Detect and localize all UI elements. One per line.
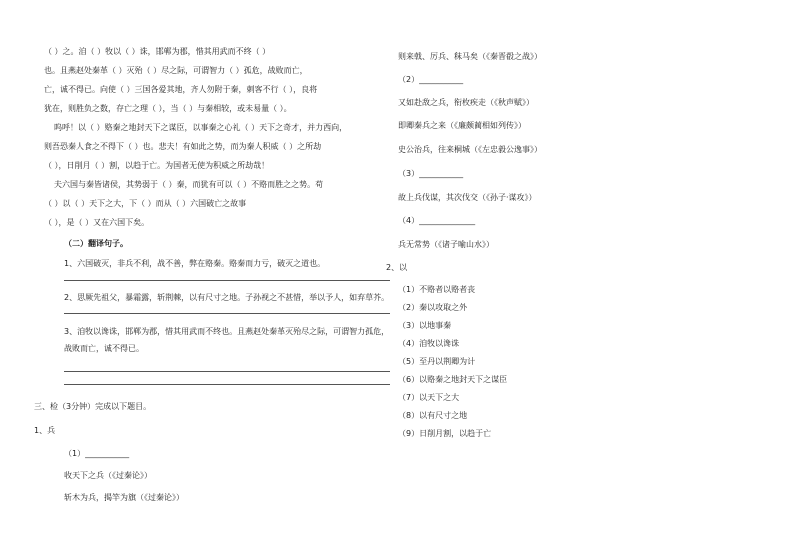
example-sentence: 斩木为兵，揭竿为旗（《过秦论》）: [64, 493, 184, 502]
passage-line: （ ）之。洎（ ）牧以（ ）诛，邯郸为郡，惜其用武而不终（ ）: [44, 47, 271, 56]
passage-line: （ ），是（ ）又在六国下矣。: [44, 218, 150, 227]
section-title-translate: （二）翻译句子。: [64, 239, 128, 248]
list-item: （9）日削月割，以趋于亡: [398, 429, 492, 438]
answer-line: [64, 313, 390, 314]
fill-blank: （3）___________: [398, 169, 464, 178]
fill-blank: （2）___________: [398, 75, 464, 84]
answer-line: [64, 384, 390, 385]
question-two-title: 2、以: [386, 263, 408, 272]
example-sentence: 故上兵伐谋，其次伐交（《孙子·谋攻》）: [398, 193, 537, 202]
answer-line: [64, 280, 390, 281]
translate-item: 2、思厥先祖父，暴霜露，斩荆棘，以有尺寸之地。子孙视之不甚惜，举以予人，如弃草芥。: [64, 293, 390, 302]
question-one-title: 1、兵: [34, 426, 56, 435]
passage-line: 夫六国与秦皆诸侯，其势弱于（ ）秦，而犹有可以（ ）不赂而胜之之势。苟: [54, 180, 324, 189]
passage-line: （ ）以（ ）天下之大，下（ ）而从（ ）六国破亡之故事: [44, 199, 247, 208]
passage-line: 犹在，则胜负之数，存亡之理（ ），当（ ）与秦相较，或未易量（ ）。: [44, 104, 292, 113]
example-sentence: 即卿秦兵之来（《廉颇蔺相如列传》）: [398, 121, 526, 130]
example-sentence: 史公治兵，往来桐城（《左忠毅公逸事》）: [398, 145, 542, 154]
example-sentence: 收天下之兵（《过秦论》）: [64, 471, 152, 480]
fill-blank: （1）___________: [64, 449, 130, 458]
example-sentence: 又如赴敌之兵，衔枚疾走（《秋声赋》）: [398, 98, 534, 107]
list-item: （2）秦以攻取之外: [398, 303, 468, 312]
passage-line: （ ），日削月（ ）割，以趋于亡。为国者无使为积威之所劫哉！: [44, 161, 270, 170]
list-item: （7）以天下之大: [398, 393, 460, 402]
example-sentence: 则来戟、厉兵、秣马矣（《秦晋殽之战》）: [398, 52, 542, 61]
passage-line: 也。且燕赵处秦革（ ）灭殆（ ）尽之际，可谓智力（ ）孤危，战败而亡，: [44, 66, 308, 75]
list-item: （5）至丹以荆卿为计: [398, 357, 476, 366]
list-item: （4）洎牧以谗诛: [398, 339, 460, 348]
passage-line: 呜呼！以（ ）赂秦之地封天下之谋臣，以事秦之心礼（ ）天下之奇才，并力西向，: [54, 123, 348, 132]
translate-item: 战败而亡，诚不得已。: [64, 344, 144, 353]
translate-item: 1、六国破灭，非兵不利，战不善，弊在赂秦。赂秦而力亏，破灭之道也。: [64, 259, 326, 268]
section-three-title: 三、检（3分钟）完成以下题目。: [34, 402, 152, 411]
answer-line: [64, 371, 390, 372]
list-item: （6）以赂秦之地封天下之谋臣: [398, 375, 508, 384]
list-item: （8）以有尺寸之地: [398, 411, 468, 420]
example-sentence: 兵无常势（《诸子喻山水》）: [398, 240, 494, 249]
passage-line: 则吾恐秦人食之不得下（ ）也。悲夫！有如此之势，而为秦人积威（ ）之所劫: [44, 142, 322, 151]
fill-blank: （4）______________: [398, 216, 476, 225]
passage-line: 亡，诚不得已。向使（ ）三国各爱其地，齐人勿附于秦，刺客不行（ ），良将: [44, 85, 318, 94]
list-item: （3）以地事秦: [398, 321, 452, 330]
translate-item: 3、洎牧以谗诛，邯郸为郡，惜其用武而不终也。且燕赵处秦革灭殆尽之际，可谓智力孤危，: [64, 327, 390, 336]
list-item: （1）不赂者以赂者丧: [398, 285, 476, 294]
